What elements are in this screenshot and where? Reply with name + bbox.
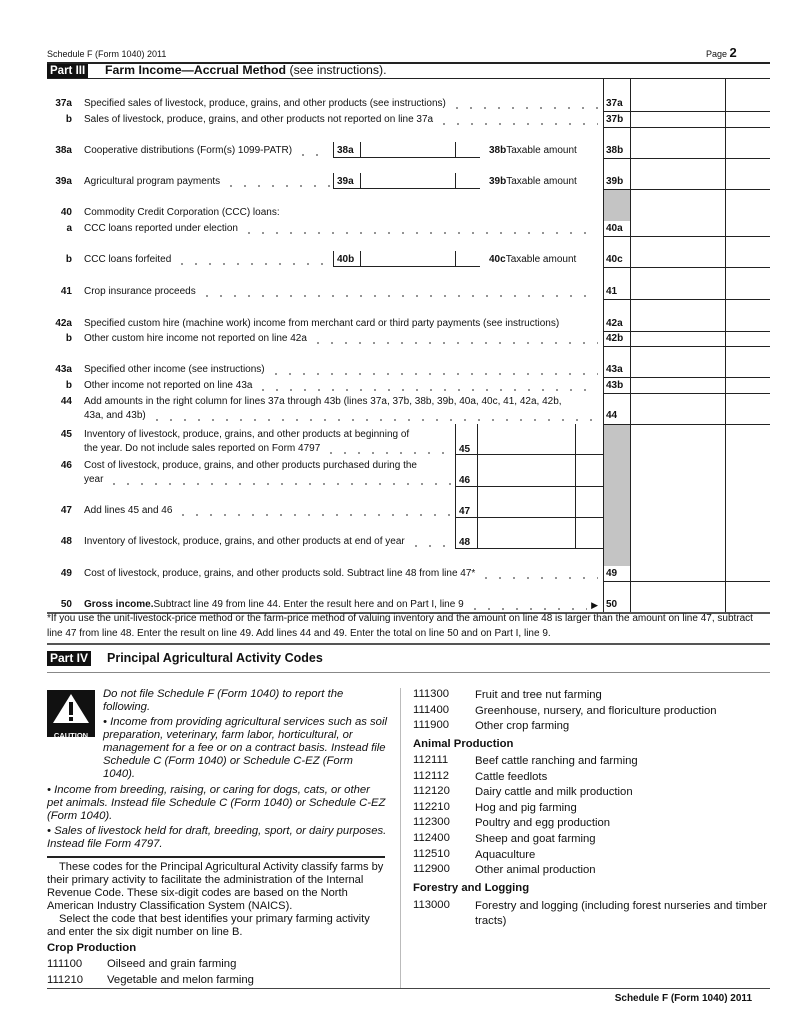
dot-leader bbox=[409, 535, 455, 549]
line-label: CCC loans reported under election bbox=[84, 223, 238, 234]
code-number: 112112 bbox=[413, 769, 450, 782]
divider bbox=[455, 173, 456, 188]
line-number: b bbox=[65, 254, 72, 265]
line-text-row bbox=[84, 222, 598, 236]
grid-line bbox=[603, 581, 770, 582]
line-text bbox=[84, 97, 598, 111]
line-text bbox=[84, 113, 598, 127]
code-number: 111100 bbox=[47, 958, 83, 970]
line-text-row bbox=[84, 428, 455, 442]
line-text-row bbox=[84, 567, 598, 581]
line-box-label: 40c bbox=[606, 254, 623, 265]
activity-code bbox=[413, 719, 770, 734]
animal-heading: Animal Production bbox=[413, 738, 514, 750]
caution-intro: Do not file Schedule F (Form 1040) to report the following. bbox=[103, 688, 344, 713]
dot-leader bbox=[450, 97, 598, 111]
part4-badge: Part IV bbox=[47, 651, 91, 666]
caution-label: CAUTION bbox=[53, 731, 89, 740]
code-label: Beef cattle ranching and farming bbox=[475, 755, 638, 767]
divider bbox=[360, 173, 361, 188]
code-number: 111900 bbox=[413, 719, 450, 732]
line-text-row bbox=[84, 113, 598, 127]
line-text-row bbox=[84, 598, 598, 612]
grid-line bbox=[603, 346, 770, 347]
arrow-icon: ▶ bbox=[591, 600, 598, 610]
line-text-row bbox=[84, 206, 598, 220]
line-number: 46 bbox=[60, 460, 72, 471]
activity-code bbox=[413, 754, 770, 769]
dot-leader bbox=[200, 285, 598, 299]
code-label: Hog and pig farming bbox=[475, 801, 577, 814]
line-label: Inventory of livestock, produce, grains, and other products at end of year bbox=[84, 536, 405, 547]
divider bbox=[455, 251, 456, 266]
part3-badge: Part III bbox=[47, 64, 88, 78]
intro-paragraph: Select the code that best identifies your primary farming activity and enter the six digit number on line B. bbox=[47, 913, 370, 938]
sub-box-label: 39a bbox=[337, 176, 354, 187]
line-text-row bbox=[84, 317, 598, 331]
line-label: year bbox=[84, 474, 104, 485]
line-label: Specified other income (see instructions) bbox=[84, 364, 265, 375]
grid-line bbox=[603, 331, 770, 332]
line-number: 50 bbox=[60, 599, 72, 610]
page-label: Page bbox=[706, 49, 728, 59]
line-text-row bbox=[84, 395, 598, 409]
code-number: 112300 bbox=[413, 816, 450, 829]
line-label: Crop insurance proceeds bbox=[84, 286, 196, 297]
line-label: Add amounts in the right column for lines 37a through 43b (lines 37a, 37b, 38b, 39b, 40a, 40c, 41, 42a, 42b, bbox=[84, 396, 562, 407]
line-box-label: 40a bbox=[606, 223, 623, 234]
grid-line bbox=[603, 299, 770, 300]
line-text-row bbox=[84, 332, 598, 346]
dot-leader bbox=[311, 332, 598, 346]
line-text bbox=[84, 144, 330, 158]
line-text bbox=[84, 428, 455, 456]
code-label: Other animal production bbox=[475, 864, 596, 877]
line-number: 38a bbox=[55, 145, 72, 156]
grid-line bbox=[455, 517, 603, 518]
line-label: Add lines 45 and 46 bbox=[84, 505, 173, 516]
line-box-label: 50 bbox=[606, 599, 618, 610]
dot-leader bbox=[324, 442, 455, 456]
line-text-row bbox=[84, 285, 598, 299]
part3-title: Farm Income—Accrual Method bbox=[105, 63, 287, 77]
sub-box-label: 40b bbox=[337, 254, 355, 265]
grid-line bbox=[603, 189, 770, 190]
activity-code bbox=[413, 848, 770, 863]
part3-title-note: (see instructions). bbox=[289, 63, 387, 77]
rule bbox=[47, 672, 770, 673]
line-label: Inventory of livestock, produce, grains, and other products at beginning of bbox=[84, 429, 410, 440]
line-text bbox=[84, 175, 330, 189]
taxable-text: Taxable amount bbox=[505, 254, 577, 265]
grid-line bbox=[455, 548, 603, 549]
code-number: 113000 bbox=[413, 899, 450, 911]
line-text-row bbox=[84, 504, 455, 518]
activity-code bbox=[413, 770, 770, 785]
line-label: Other income not reported on line 43a bbox=[84, 380, 253, 391]
line-box-label: 39b bbox=[606, 176, 624, 187]
dot-leader bbox=[479, 567, 598, 581]
crop-heading: Crop Production bbox=[47, 942, 137, 954]
caution-more bbox=[47, 784, 387, 851]
line-box-label: 46 bbox=[459, 475, 471, 486]
part3-title-wrap bbox=[105, 63, 387, 77]
line-number: 45 bbox=[60, 429, 72, 440]
taxable-amount-label bbox=[489, 144, 577, 158]
line-text bbox=[84, 567, 598, 581]
line-label: the year. Do not include sales reported on Form 4797 bbox=[84, 443, 321, 454]
grid-line bbox=[603, 158, 770, 159]
dot-leader bbox=[175, 253, 330, 267]
forestry-heading: Forestry and Logging bbox=[413, 882, 530, 894]
line-box-label: 37b bbox=[606, 114, 624, 125]
line-box-label: 44 bbox=[606, 410, 618, 421]
page-number: 2 bbox=[729, 45, 737, 60]
line-box-label: 42a bbox=[606, 318, 623, 329]
shaded-cell bbox=[603, 190, 630, 221]
line-text-row bbox=[84, 442, 455, 456]
line-label: CCC loans forfeited bbox=[84, 254, 172, 265]
grid-line bbox=[603, 393, 770, 394]
activity-code bbox=[413, 688, 770, 703]
dot-leader bbox=[256, 379, 598, 393]
code-number: 112900 bbox=[413, 863, 450, 876]
line-number: 41 bbox=[60, 286, 72, 297]
caution-bullet: • Income from breeding, raising, or caring for dogs, cats, or other pet animals. Instead file Schedule C (Form 1040) or Schedule C-EZ (Form 1040). bbox=[47, 784, 386, 822]
line-label: Cost of livestock, produce, grains, and other products purchased during the bbox=[84, 460, 417, 471]
rule bbox=[47, 856, 385, 858]
taxable-amount-label bbox=[489, 253, 576, 267]
code-label: Cattle feedlots bbox=[475, 770, 548, 783]
line-label: Specified sales of livestock, produce, grains, and other products (see instructions) bbox=[84, 98, 446, 109]
sub-box-label: 38a bbox=[337, 145, 354, 156]
code-label: Fruit and tree nut farming bbox=[475, 689, 602, 701]
line-box-label: 47 bbox=[459, 506, 471, 517]
line-number: b bbox=[65, 380, 72, 391]
line-text bbox=[84, 222, 598, 236]
shaded-cell bbox=[603, 425, 630, 566]
line-box-label: 43a bbox=[606, 364, 623, 375]
grid-line bbox=[603, 236, 770, 237]
code-label: Poultry and egg production bbox=[475, 817, 611, 830]
line-number: 44 bbox=[60, 396, 72, 407]
dot-leader bbox=[296, 144, 330, 158]
line-number: b bbox=[65, 114, 72, 125]
code-number: 111210 bbox=[47, 973, 84, 986]
column-divider bbox=[400, 688, 401, 988]
rule bbox=[47, 78, 770, 79]
activity-code bbox=[413, 832, 770, 847]
line-text bbox=[84, 332, 598, 346]
line-text-row bbox=[84, 473, 455, 487]
activity-code bbox=[413, 704, 770, 719]
code-label: Sheep and goat farming bbox=[475, 833, 596, 845]
activity-code bbox=[413, 801, 770, 816]
footer-form-name: Schedule F (Form 1040) 2011 bbox=[614, 993, 752, 1004]
line-number: 40 bbox=[60, 207, 72, 218]
line-label: Sales of livestock, produce, grains, and other products not reported on line 37a bbox=[84, 114, 434, 125]
code-number: 112210 bbox=[413, 800, 450, 813]
activity-code bbox=[47, 958, 236, 970]
taxable-line-number: 39b bbox=[489, 176, 507, 187]
line-text bbox=[84, 285, 598, 299]
dot-leader bbox=[107, 473, 455, 487]
activity-code bbox=[413, 816, 770, 831]
line-text bbox=[84, 598, 598, 612]
taxable-text: Taxable amount bbox=[506, 145, 577, 156]
code-label: Greenhouse, nursery, and floriculture production bbox=[475, 704, 717, 717]
line-number: b bbox=[65, 333, 72, 344]
grid-line bbox=[603, 377, 770, 378]
sub-entry-box[interactable] bbox=[333, 142, 480, 158]
line-number: a bbox=[66, 223, 72, 234]
line-box-label: 42b bbox=[606, 333, 624, 344]
sub-entry-box[interactable] bbox=[333, 251, 480, 267]
line-label: Other custom hire income not reported on line 42a bbox=[84, 333, 307, 344]
line-text-row bbox=[84, 363, 598, 377]
line-box-label: 48 bbox=[459, 537, 471, 548]
taxable-amount-label bbox=[489, 175, 577, 189]
code-label: Dairy cattle and milk production bbox=[475, 786, 633, 799]
line-number: 42a bbox=[55, 318, 72, 329]
line-text bbox=[84, 379, 598, 393]
grid-line bbox=[455, 486, 603, 487]
divider bbox=[360, 142, 361, 157]
codes-intro bbox=[47, 861, 387, 939]
activity-code bbox=[413, 785, 770, 800]
line-label: 43a, and 43b) bbox=[84, 410, 146, 421]
grid-line bbox=[603, 127, 770, 128]
taxable-line-number: 40c bbox=[489, 254, 506, 265]
line-box-label: 38b bbox=[606, 145, 624, 156]
line-box-label: 41 bbox=[606, 286, 618, 297]
line-text-row bbox=[84, 409, 598, 423]
line-number: 48 bbox=[60, 536, 72, 547]
dot-leader bbox=[224, 175, 330, 189]
line-number: 49 bbox=[60, 568, 72, 579]
dot-leader bbox=[437, 113, 598, 127]
line-number: 47 bbox=[60, 505, 72, 516]
form-name-header: Schedule F (Form 1040) 2011 bbox=[47, 49, 167, 59]
line-box-label: 45 bbox=[459, 444, 471, 455]
line-box-label: 49 bbox=[606, 568, 618, 579]
activity-code bbox=[413, 899, 770, 929]
line-label: Agricultural program payments bbox=[84, 176, 221, 187]
line-number: 43a bbox=[55, 364, 72, 375]
line-label: Cost of livestock, produce, grains, and other products sold. Subtract line 48 from line 47* bbox=[84, 568, 476, 579]
dot-leader bbox=[242, 222, 598, 236]
part4-title: Principal Agricultural Activity Codes bbox=[107, 651, 323, 665]
line-label: Specified custom hire (machine work) income from merchant card or third party payments (see instructions) bbox=[84, 318, 560, 329]
line-text-row bbox=[84, 459, 455, 473]
line-number: 37a bbox=[55, 98, 72, 109]
line-box-label: 37a bbox=[606, 98, 623, 109]
taxable-line-number: 38b bbox=[489, 145, 507, 156]
line-label: Cooperative distributions (Form(s) 1099-PATR) bbox=[84, 145, 293, 156]
line-label: Commodity Credit Corporation (CCC) loans: bbox=[84, 207, 280, 218]
line-box-label: 43b bbox=[606, 380, 624, 391]
grid-line bbox=[455, 454, 603, 455]
line-number: 39a bbox=[55, 176, 72, 187]
code-number: 111400 bbox=[413, 703, 450, 716]
line-text bbox=[84, 206, 598, 220]
caution-block bbox=[103, 688, 388, 781]
code-label: Forestry and logging (including forest nurseries and timber tracts) bbox=[475, 900, 767, 927]
code-label: Other crop farming bbox=[475, 720, 570, 733]
activity-code bbox=[413, 863, 770, 878]
dot-leader bbox=[269, 363, 598, 377]
line-text bbox=[84, 317, 598, 331]
code-number: 111300 bbox=[413, 688, 450, 700]
line-text bbox=[84, 395, 598, 423]
code-number: 112510 bbox=[413, 847, 450, 860]
taxable-text: Taxable amount bbox=[506, 176, 577, 187]
line-text-row bbox=[84, 535, 455, 549]
page-indicator bbox=[706, 45, 737, 60]
caution-icon bbox=[47, 690, 95, 740]
caution-bullet: • Sales of livestock held for draft, breeding, sport, or dairy purposes. Instead file Form 4797. bbox=[47, 825, 387, 850]
code-number: 112400 bbox=[413, 832, 450, 844]
grid-line bbox=[603, 424, 770, 425]
dot-leader bbox=[468, 598, 587, 612]
rule bbox=[47, 643, 770, 645]
line-bold-lead: Gross income. bbox=[84, 599, 154, 610]
code-label: Vegetable and melon farming bbox=[107, 973, 254, 986]
line-text-row bbox=[84, 253, 330, 267]
line-text bbox=[84, 504, 455, 518]
intro-paragraph: These codes for the Principal Agricultural Activity classify farms by their primary activity to facilitate the administration of the Internal Revenue Code. These six-digit codes are based on the North American Industry Classification System (NAICS). bbox=[47, 861, 384, 912]
divider bbox=[360, 251, 361, 266]
dot-leader bbox=[176, 504, 455, 518]
grid-line bbox=[603, 111, 770, 112]
line-text bbox=[84, 459, 455, 487]
line-text-row bbox=[84, 144, 330, 158]
grid-line bbox=[603, 267, 770, 268]
line-text-row bbox=[84, 175, 330, 189]
line-text bbox=[84, 535, 455, 549]
rule bbox=[47, 988, 770, 989]
part3-footnote: *If you use the unit-livestock-price method or the farm-price method of valuing inventory and the amount on line 48 is larger than the amount on line 47, subtract line 47 from line 48. Enter the result on line 49. Add lines 44 and 49. Enter the total on line 50 and on Part I, line 9. bbox=[47, 613, 753, 639]
dot-leader bbox=[150, 409, 598, 423]
code-number: 112120 bbox=[413, 785, 450, 798]
line-label: Subtract line 49 from line 44. Enter the result here and on Part I, line 9 bbox=[153, 599, 464, 610]
line-text bbox=[84, 253, 330, 267]
code-label: Aquaculture bbox=[475, 848, 536, 861]
code-number: 112111 bbox=[413, 754, 449, 766]
line-text-row bbox=[84, 379, 598, 393]
activity-code bbox=[47, 974, 254, 986]
divider bbox=[455, 142, 456, 157]
line-text bbox=[84, 363, 598, 377]
caution-bullet: • Income from providing agricultural services such as soil preparation, veterinary, farm labor, horticultural, or management for a fee or on a contract basis. Instead file Schedule C (Form 1040) or Schedule C-EZ (Form 1040). bbox=[103, 716, 387, 780]
line-text-row bbox=[84, 97, 598, 111]
code-label: Oilseed and grain farming bbox=[107, 958, 237, 970]
sub-entry-box[interactable] bbox=[333, 173, 480, 189]
